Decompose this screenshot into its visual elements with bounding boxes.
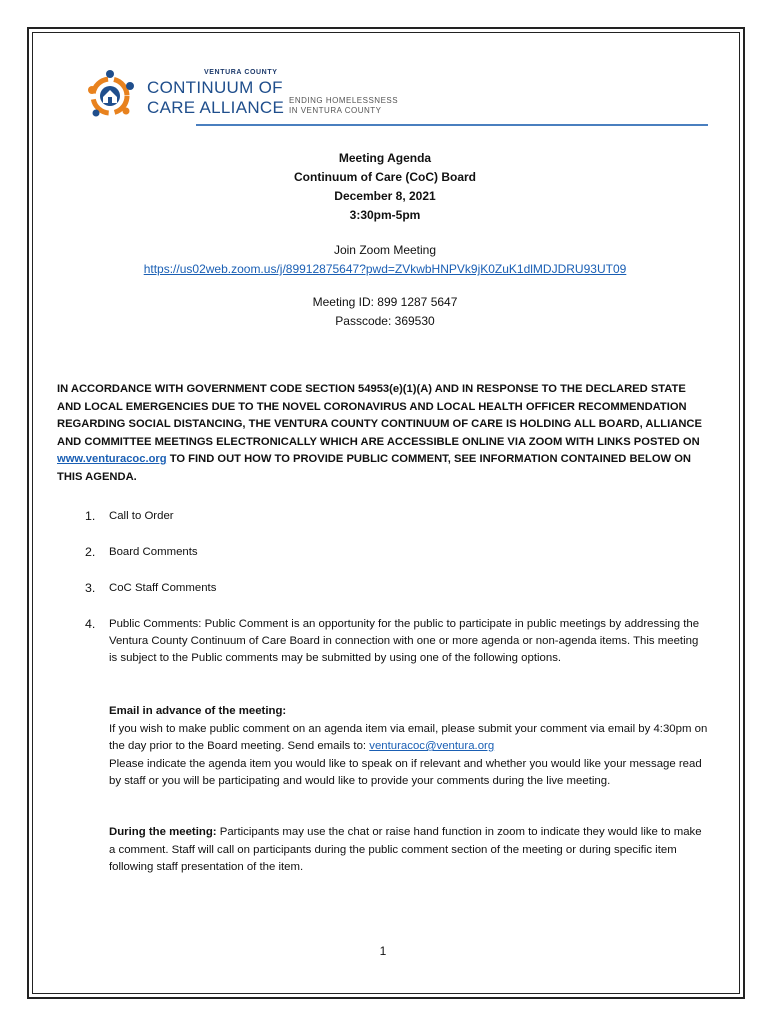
during-heading: During the meeting: [109,826,217,838]
board-name: Continuum of Care (CoC) Board [294,170,476,184]
agenda-item [85,544,700,561]
email-link[interactable]: venturacoc@ventura.org [369,740,495,752]
agenda-number: 4. [85,617,96,631]
meeting-date: December 8, 2021 [334,189,436,203]
agenda-text: Call to Order [109,510,174,522]
logo-tagline-line2: IN VENTURA COUNTY [289,106,382,115]
coc-logo [86,66,416,128]
agenda-text: Board Comments [109,546,198,558]
agenda-item [85,508,700,525]
agenda-title: Meeting Agenda [338,151,432,165]
agenda-number: 1. [85,509,96,523]
meeting-time: 3:30pm-5pm [349,208,421,222]
zoom-label: Join Zoom Meeting [333,243,437,257]
notice-text-before: IN ACCORDANCE WITH GOVERNMENT CODE SECTION 54953(e)(1)(A) AND IN RESPONSE TO THE DECLARED STATE AND LOCAL EMERGENCIES DUE TO THE NOVEL CORONAVIRUS AND LOCAL HEALTH OFFICER RECOMMENDATION REGARDING SOCIAL DISTANCING, THE VENTURA COUNTY CONTINUUM OF CARE IS HOLDING ALL BOARD, ALLIANCE AND COMMITTEE MEETINGS ELECTRONICALLY WHICH ARE ACCESSIBLE ONLINE VIA ZOOM WITH LINKS POSTED ON [57,383,702,448]
meeting-id: Meeting ID: 899 1287 5647 [312,295,458,309]
agenda-text: Public Comments: Public Comment is an opportunity for the public to participate in public meetings by addressing the Ventura County Continuum of Care Board in connection with one or more agenda or non-agenda items. This meeting is subject to the Public comments may be submitted by using one of the following options. [109,618,700,664]
zoom-link[interactable]: https://us02web.zoom.us/j/89912875647?pwd=ZVkwbHNPVk9jK0ZuK1dlMDJDRU93UT09 [143,262,627,276]
logo-name-line1: CONTINUUM OF [147,78,283,97]
agenda-item [85,616,700,667]
venturacoc-link[interactable]: www.venturacoc.org [57,453,167,465]
logo-tagline-line1: ENDING HOMELESSNESS [289,96,399,105]
agenda-number: 3. [85,581,96,595]
email-instructions: If you wish to make public comment on an agenda item via email, please submit your comment via email by 4:30pm on the day prior to the Board meeting. Send emails to: [109,722,708,752]
header-rule [196,124,708,126]
meeting-passcode: Passcode: 369530 [335,314,435,328]
logo-name-line2: CARE ALLIANCE [147,98,285,117]
page-number: 1 [379,944,387,958]
agenda-item [85,580,700,597]
during-section [109,824,709,877]
agenda-number: 2. [85,545,96,559]
email-instructions-2: Please indicate the agenda item you would like to speak on if relevant and whether you would like your message read by staff or you will be participating and would like to provide your comments during the live meeting. [109,757,702,787]
coc-logo-graphic-icon [86,66,138,122]
covid-notice [57,381,707,486]
during-text: Participants may use the chat or raise hand function in zoom to indicate they would like to make a comment. Staff will call on participants during the public comment section of the meeting or during specific item following staff presentation of the item. [109,826,702,873]
agenda-text: CoC Staff Comments [109,582,217,594]
email-heading: Email in advance of the meeting: [109,705,287,717]
email-section [109,703,709,791]
logo-county-text: VENTURA COUNTY [204,69,278,76]
notice-text-after: TO FIND OUT HOW TO PROVIDE PUBLIC COMMENT, SEE INFORMATION CONTAINED BELOW ON THIS AGENDA. [57,453,691,483]
